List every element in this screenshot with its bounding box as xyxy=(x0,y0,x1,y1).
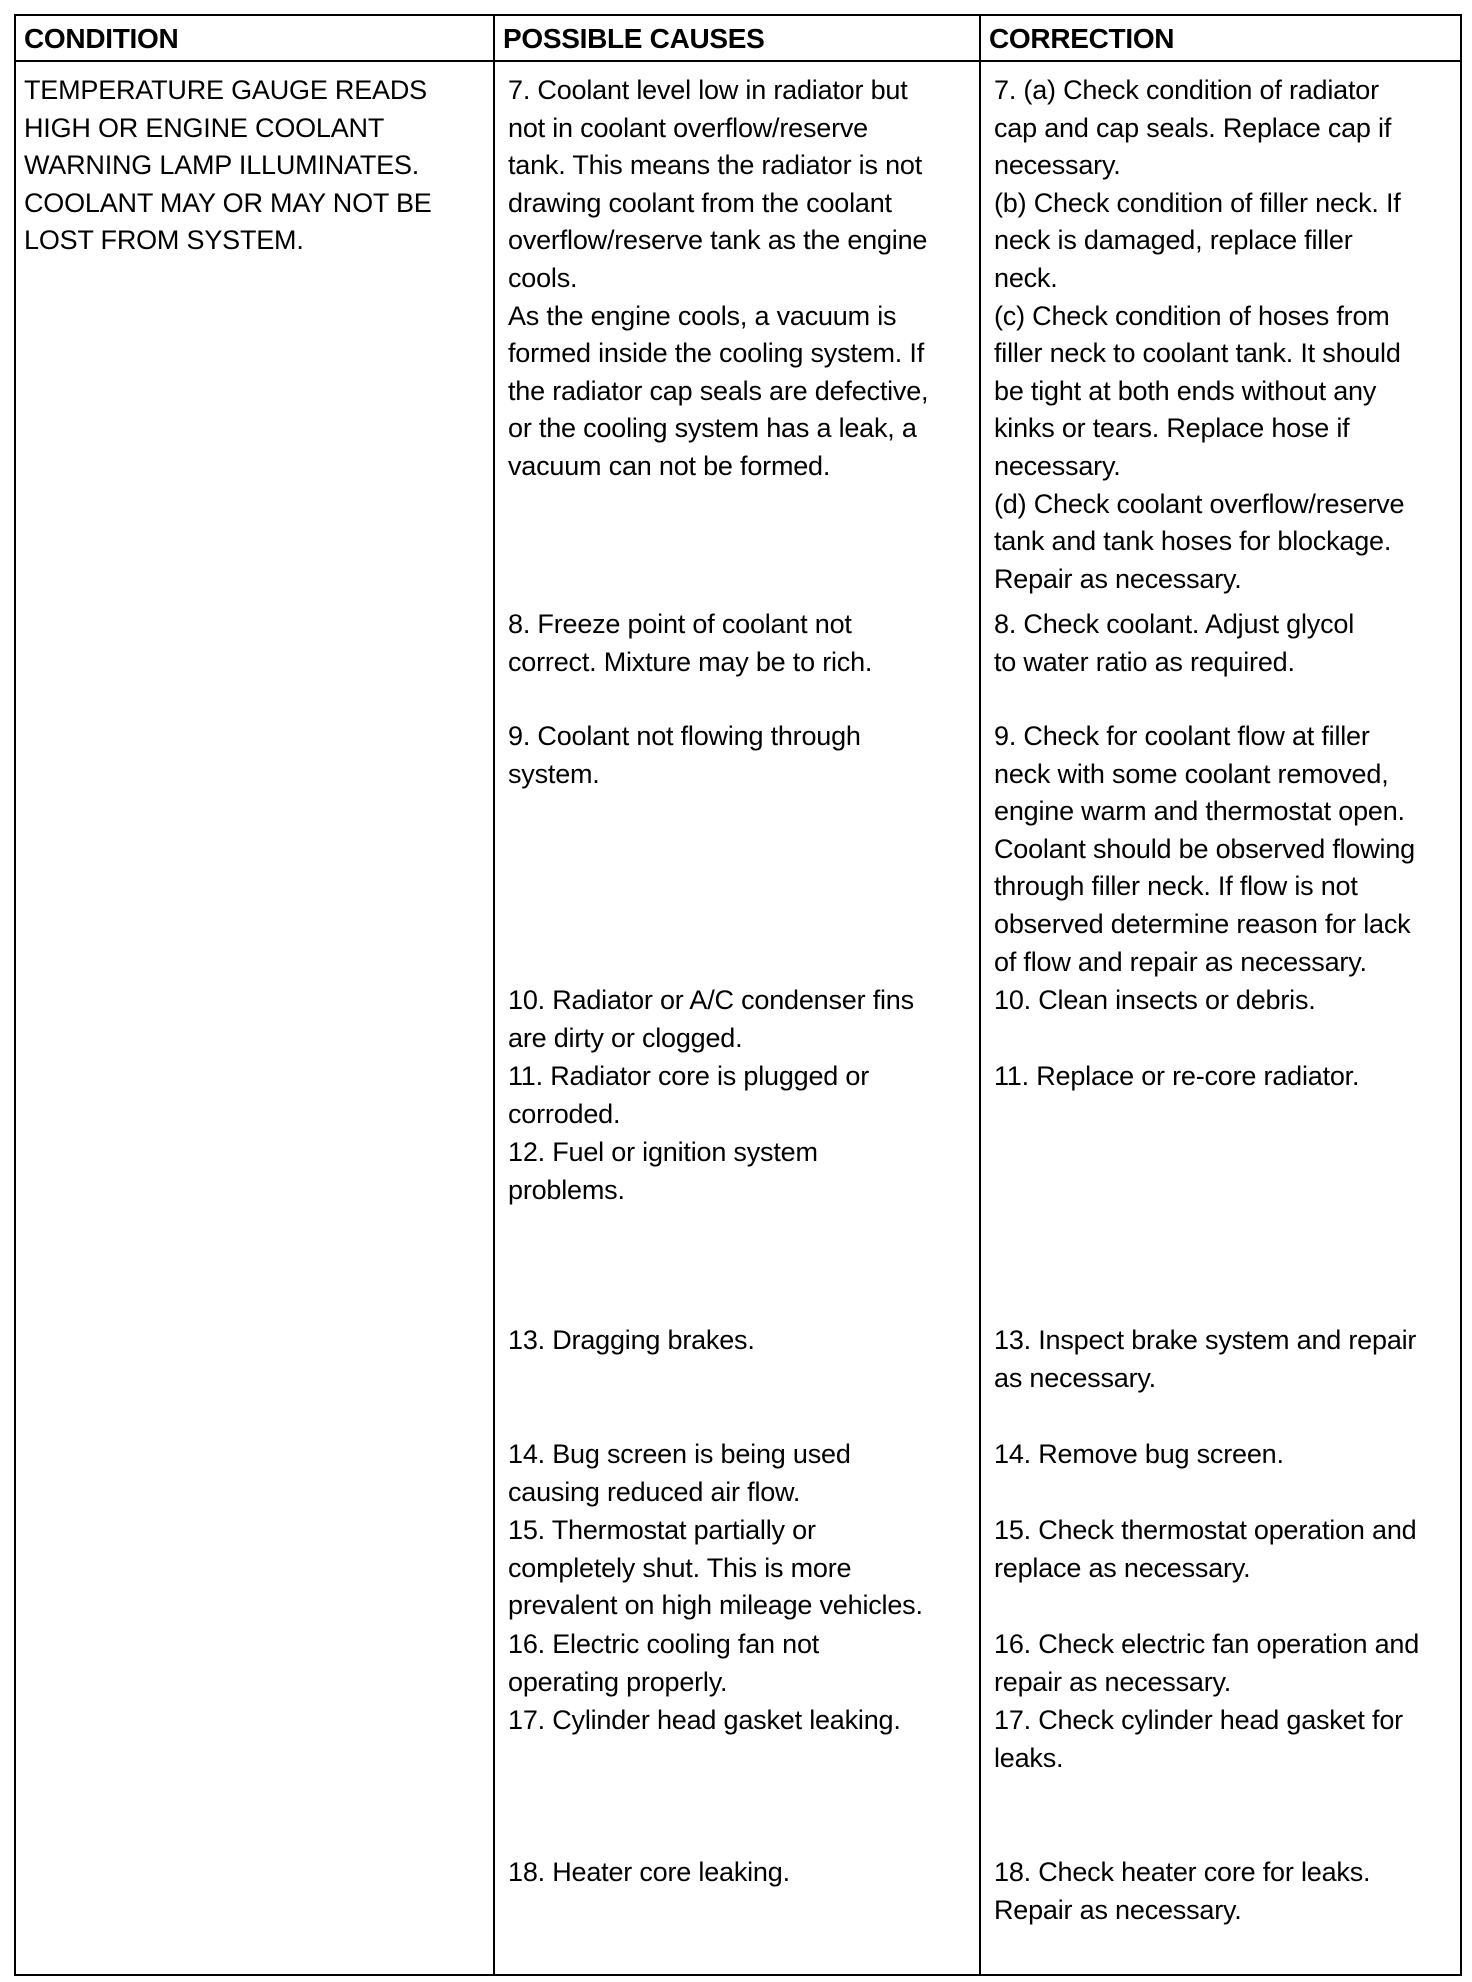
correction-item: 8. Check coolant. Adjust glycol to water ratio as required. xyxy=(994,609,1355,677)
header-condition: CONDITION xyxy=(16,16,495,62)
correction-item: 16. Check electric fan operation and repair as necessary. xyxy=(994,1629,1420,1697)
header-possible-causes: POSSIBLE CAUSES xyxy=(495,16,981,62)
diagnosis-table xyxy=(14,14,1462,1976)
correction-item: 18. Check heater core for leaks. Repair as necessary. xyxy=(994,1857,1371,1925)
cause-item: 9. Coolant not flowing through system. xyxy=(508,721,861,789)
condition-text: TEMPERATURE GAUGE READS HIGH OR ENGINE COOLANT WARNING LAMP ILLUMINATES. COOLANT MAY OR MAY NOT BE LOST FROM SYSTEM. xyxy=(24,75,432,256)
cause-item: 13. Dragging brakes. xyxy=(508,1325,755,1355)
cause-item: 14. Bug screen is being used causing reduced air flow. xyxy=(508,1439,851,1507)
cause-item: 8. Freeze point of coolant not correct. Mixture may be to rich. xyxy=(508,609,873,677)
correction-item: 7. (a) Check condition of radiator cap and cap seals. Replace cap if necessary. (b) Check condition of filler neck. If neck is damaged, replace filler neck. (c) Check condition of hoses from filler neck to coolant tank. It should be tight at both ends without any kinks or tears. Replace hose if necessary. (d) Check coolant overflow/reserve tank and tank hoses for blockage. Repair as necessary. xyxy=(994,75,1405,594)
correction-item: 10. Clean insects or debris. xyxy=(994,985,1316,1015)
cause-item: 18. Heater core leaking. xyxy=(508,1857,790,1887)
header-correction: CORRECTION xyxy=(981,16,1460,62)
column-divider xyxy=(493,16,495,1974)
cause-item: 15. Thermostat partially or completely shut. This is more prevalent on high mileage vehicles. xyxy=(508,1515,923,1621)
column-divider xyxy=(979,16,981,1974)
correction-item: 11. Replace or re-core radiator. xyxy=(994,1061,1360,1091)
correction-item: 15. Check thermostat operation and replace as necessary. xyxy=(994,1515,1417,1583)
correction-item: 14. Remove bug screen. xyxy=(994,1439,1284,1469)
correction-item: 17. Check cylinder head gasket for leaks. xyxy=(994,1705,1403,1773)
cause-item: 16. Electric cooling fan not operating properly. xyxy=(508,1629,820,1697)
correction-item: 13. Inspect brake system and repair as necessary. xyxy=(994,1325,1417,1393)
cause-item: 17. Cylinder head gasket leaking. xyxy=(508,1705,901,1735)
cause-item: 12. Fuel or ignition system problems. xyxy=(508,1137,818,1205)
correction-item: 9. Check for coolant flow at filler neck with some coolant removed, engine warm and thermostat open. Coolant should be observed flowing through filler neck. If flow is not observed determine reason for lack of flow and repair as necessary. xyxy=(994,721,1415,977)
cause-item: 10. Radiator or A/C condenser fins are dirty or clogged. xyxy=(508,985,914,1053)
cause-item: 11. Radiator core is plugged or corroded. xyxy=(508,1061,870,1129)
cause-item: 7. Coolant level low in radiator but not in coolant overflow/reserve tank. This means the radiator is not drawing coolant from the coolant overflow/reserve tank as the engine cools. As the engine cools, a vacuum is formed inside the cooling system. If the radiator cap seals are defective, or the cooling system has a leak, a vacuum can not be formed. xyxy=(508,75,929,481)
